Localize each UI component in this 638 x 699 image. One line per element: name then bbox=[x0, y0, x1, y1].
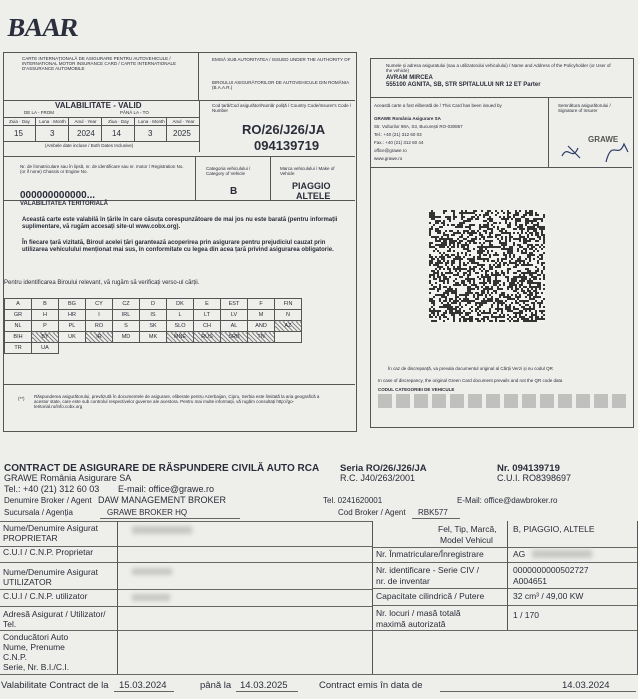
country-cell: M bbox=[248, 310, 275, 321]
box-9-label: Numele și adresa asiguratului (sau a utilizatorului vehiculului) / Name and Address of the Policyholder (or User of the vehicle) bbox=[386, 63, 611, 73]
to-day: 14 bbox=[112, 129, 121, 138]
vin-value: 0000000000502727 bbox=[513, 565, 589, 575]
branch-name: GRAWE BROKER HQ bbox=[107, 508, 188, 517]
country-cell: A bbox=[5, 299, 32, 310]
card-number-series: RO/26/J26/JA bbox=[242, 122, 326, 137]
user-label-1: Nume/Denumire Asigurat bbox=[3, 567, 98, 577]
country-cell bbox=[248, 343, 275, 354]
country-cell: CZ bbox=[113, 299, 140, 310]
insurer-tel: Tel.: +40 (21) 312 60 03 bbox=[4, 484, 100, 494]
date-header-cell: Luna · Month bbox=[39, 119, 66, 124]
user-cnp-label: C.U.I / C.N.P. utilizator bbox=[3, 591, 88, 601]
country-cell: EST bbox=[221, 299, 248, 310]
insurer-cui: C.U.I. RO8398697 bbox=[497, 473, 572, 483]
validity-to-label: PÂNĂ LA - TO bbox=[120, 110, 149, 115]
from-day: 15 bbox=[14, 129, 23, 138]
owner-label-1: Nume/Denumire Asigurat bbox=[3, 523, 98, 533]
country-cell: FIN bbox=[275, 299, 302, 310]
grawe-logo: GRAWE bbox=[588, 135, 619, 144]
country-cell: AND bbox=[248, 321, 275, 332]
date-header-cell: Zuia · Day bbox=[9, 119, 30, 124]
country-row bbox=[5, 343, 302, 354]
date-header-cell: Anul · Year bbox=[74, 119, 97, 124]
card-number: 094139719 bbox=[254, 138, 320, 153]
seats-value: 1 / 170 bbox=[513, 610, 539, 620]
registration-value: AG bbox=[513, 549, 526, 559]
issued-date: 14.03.2024 bbox=[562, 680, 610, 691]
registration-plate: 000000000000... bbox=[20, 190, 96, 201]
country-cell bbox=[275, 343, 302, 354]
vehicle-category: B bbox=[230, 186, 238, 197]
country-cell bbox=[275, 332, 302, 343]
country-cell: L bbox=[167, 310, 194, 321]
country-cell bbox=[59, 343, 86, 354]
address-label-1: Adresă Asigurat / Utilizator/ bbox=[3, 609, 106, 619]
country-cell: IS bbox=[140, 310, 167, 321]
insurer-rc: R.C. J40/263/2001 bbox=[340, 473, 416, 483]
validity-title: VALABILITATE - VALID bbox=[55, 101, 142, 110]
country-cell: TN bbox=[248, 332, 275, 343]
box-2-baar: BIROULUI ASIGURĂTORILOR DE AUTOVEHICULE DIN ROMÂNIA (B.A.A.R.) bbox=[212, 80, 349, 90]
redacted-field bbox=[532, 550, 592, 558]
country-cell: IRL bbox=[113, 310, 140, 321]
issuer-email: office@grawe.ro bbox=[374, 148, 407, 153]
broker-code: RBK577 bbox=[418, 508, 448, 517]
country-cell: AZ bbox=[275, 321, 302, 332]
country-cell: MNE bbox=[167, 332, 194, 343]
country-cell: CY bbox=[86, 299, 113, 310]
country-cell bbox=[113, 343, 140, 354]
qr-note-1: În caz de discrepanță, va prevala documentul original al Cărții Verzi și nu codul QR bbox=[388, 366, 553, 371]
footnote: Răspunderea asigurătorului, prevăzută în documentele de asigurare, eliberate pentru Azerbaijan, Cipru, Serbia este limitată la aria geografică a acestor state, care este sub controlul respectivelor guverne ale acestora. Pentru mai multe informații, vă rugăm consultați http://go-teritorial.ro/info.cobx.org bbox=[34, 394, 320, 409]
insurer-name: GRAWE România Asigurare SA bbox=[4, 473, 132, 483]
both-dates-note: (Ambele date incluse / Both Dates Inclusive) bbox=[45, 143, 134, 148]
country-cell: E bbox=[194, 299, 221, 310]
country-cell: S bbox=[113, 321, 140, 332]
country-cell: LT bbox=[194, 310, 221, 321]
contract-number: Nr. 094139719 bbox=[497, 463, 560, 474]
box-2-issued-under: EMISĂ SUB AUTORITATEA / ISSUED UNDER THE AUTHORITY OF bbox=[212, 57, 351, 62]
vehicle-type: B, PIAGGIO, ALTELE bbox=[513, 524, 595, 534]
date-header-cell: Ziua · Day bbox=[108, 119, 129, 124]
box-11-label: Semnătura asigurătorului / Signature of Insurer bbox=[558, 103, 611, 113]
country-cell bbox=[221, 343, 248, 354]
vin-label-2: nr. de inventar bbox=[376, 576, 430, 586]
country-cell: AL bbox=[221, 321, 248, 332]
drivers-label-2: Nume, Prenume bbox=[3, 642, 65, 652]
issuer-name: GRAWE România Asigurare SA bbox=[374, 116, 441, 121]
user-label-2: UTILIZATOR bbox=[3, 577, 52, 587]
box-6-label: Categoria vehiculului / Category of Vehicle bbox=[206, 166, 251, 176]
to-month: 3 bbox=[148, 129, 153, 138]
valid-from: 15.03.2024 bbox=[119, 680, 167, 691]
country-cell bbox=[194, 343, 221, 354]
vehicle-type-label-1: Fel, Tip, Marcă, bbox=[438, 524, 497, 534]
country-cell: GR bbox=[5, 310, 32, 321]
broker-email: E-Mail: office@dawbroker.ro bbox=[457, 496, 558, 505]
branch-label: Sucursala / Agenția bbox=[4, 508, 73, 517]
category-codes-line bbox=[378, 394, 628, 408]
broker-label: Denumire Broker / Agent bbox=[4, 496, 92, 505]
date-header-cell: Luna · Month bbox=[138, 119, 165, 124]
box-7-label: Marca vehiculului / Make of Vehicle bbox=[280, 166, 335, 176]
country-row bbox=[5, 310, 302, 321]
country-cell: UA bbox=[32, 343, 59, 354]
inventory-value: A004651 bbox=[513, 576, 548, 586]
country-grid bbox=[4, 298, 302, 354]
issuer-web: www.grawe.ro bbox=[374, 156, 403, 161]
address-label-2: Tel. bbox=[3, 619, 17, 629]
country-cell: B bbox=[32, 299, 59, 310]
drivers-label-1: Conducători Auto bbox=[3, 632, 69, 642]
holder-address: 555100 AGNITA, SB, STR SPITALULUI NR 12 ET Parter bbox=[386, 82, 541, 88]
country-cell bbox=[140, 343, 167, 354]
country-cell: SK bbox=[140, 321, 167, 332]
country-cell: N bbox=[275, 310, 302, 321]
bureau-note: Pentru identificarea Biroului relevant, vă rugăm să verificați verso-ul cărții. bbox=[4, 280, 200, 286]
box-1-card-title: CARTE INTERNAȚIONALĂ DE ASIGURARE PENTRU AUTOVEHICULE / INTERNATIONAL MOTOR INSURANCE CARD / CARTE INTERNATIONALE D'ASSURANCE AUTOMOBILE bbox=[22, 56, 177, 71]
country-cell: HR bbox=[59, 310, 86, 321]
validity-text-1: Această carte este valabilă în țările în care căsuța corespunzătoare de mai jos nu este barată (pentru informații suplimentare, vă rugăm accesați site-ul www.cobx.org). bbox=[22, 217, 338, 230]
seats-label-2: maximă autorizată bbox=[376, 619, 446, 629]
broker-code-label: Cod Broker / Agent bbox=[338, 508, 406, 517]
country-cell: IR bbox=[86, 332, 113, 343]
country-cell: F bbox=[248, 299, 275, 310]
country-cell: UK bbox=[59, 332, 86, 343]
validity-text-2: În fiecare țară vizitată, Biroul acelei țări garantează acoperirea prin asigurare pentru prejudiciul cauzat prin utilizarea vehiculului menționat mai sus, în conformitate cu legea din acea țară privind asigurarea obligatorie. bbox=[22, 240, 334, 253]
box-4-label: Cod țară/Cod asigurător/Număr poliță / Country Code/Insurer's Code / Number bbox=[212, 103, 352, 113]
country-cell: BIH bbox=[5, 332, 32, 343]
from-month: 3 bbox=[50, 129, 55, 138]
country-cell: I bbox=[86, 310, 113, 321]
country-row bbox=[5, 321, 302, 332]
country-cell: MD bbox=[113, 332, 140, 343]
vehicle-type-label-2: Model Vehicul bbox=[440, 535, 493, 545]
registration-label: Nr. Înmatriculare/Înregistrare bbox=[376, 549, 484, 559]
issuer-fax: Fax.: +40 (21) 312 60 44 bbox=[374, 140, 424, 145]
capacity-value: 32 cm³ / 49,00 KW bbox=[513, 591, 584, 601]
box-10-label: Această carte a fost eliberată de / This Card has been issued by bbox=[374, 103, 502, 108]
country-cell: SRB bbox=[221, 332, 248, 343]
contract-title: CONTRACT DE ASIGURARE DE RĂSPUNDERE CIVILĂ AUTO RCA bbox=[4, 463, 320, 474]
seats-label-1: Nr. locuri / masă totală bbox=[376, 608, 461, 618]
insurer-email: E-mail: office@grawe.ro bbox=[118, 484, 215, 494]
date-header-cell: Anul · Year bbox=[172, 119, 195, 124]
country-cell: NL bbox=[5, 321, 32, 332]
owner-label-2: PROPRIETAR bbox=[3, 533, 58, 543]
country-cell: TR bbox=[5, 343, 32, 354]
qr-note-2: In case of discrepancy, the original Green Card document prevails and not the QR code data bbox=[378, 378, 563, 383]
validity-from-label: DE LA - FROM bbox=[24, 110, 55, 115]
owner-cnp-label: C.U.I / C.N.P. Proprietar bbox=[3, 547, 94, 557]
country-cell: MK bbox=[140, 332, 167, 343]
country-cell: H bbox=[32, 310, 59, 321]
baar-logo: BAAR bbox=[6, 13, 80, 42]
validity-label: Valabilitate Contract de la bbox=[1, 680, 109, 691]
capacity-label: Capacitate cilindrică / Putere bbox=[376, 591, 485, 601]
country-cell: BY bbox=[32, 332, 59, 343]
country-row bbox=[5, 332, 302, 343]
country-cell bbox=[86, 343, 113, 354]
from-year: 2024 bbox=[77, 129, 95, 138]
country-cell: RO bbox=[86, 321, 113, 332]
country-cell: P bbox=[32, 321, 59, 332]
vehicle-category-codes: CODUL CATEGORIEI DE VEHICULE bbox=[378, 387, 455, 392]
country-cell: PL bbox=[59, 321, 86, 332]
country-cell: CH bbox=[194, 321, 221, 332]
country-cell: LV bbox=[221, 310, 248, 321]
signature-icon bbox=[558, 132, 634, 166]
issuer-address: Str. Vulturilor 98A, S3, București RO-030857 bbox=[374, 124, 463, 129]
valid-to: 14.03.2025 bbox=[240, 680, 288, 691]
contract-series: Seria RO/26/J26/JA bbox=[340, 463, 427, 474]
redacted-field bbox=[132, 594, 170, 601]
box-5-label: Nr. de înmatriculare sau în lipsă, nr. de identificare sau nr. motor / Registration No. (or if none) Chassis or Engine No. bbox=[20, 164, 184, 174]
country-row bbox=[5, 299, 302, 310]
country-cell: D bbox=[140, 299, 167, 310]
redacted-field bbox=[132, 526, 192, 534]
vehicle-make-1: PIAGGIO bbox=[292, 181, 331, 191]
qr-code-icon bbox=[429, 210, 545, 322]
country-cell bbox=[167, 343, 194, 354]
footnote-marker: (**) bbox=[18, 396, 25, 401]
drivers-label-3: C.N.P. bbox=[3, 652, 27, 662]
broker-tel: Tel. 0241620001 bbox=[323, 496, 383, 505]
country-cell: DK bbox=[167, 299, 194, 310]
vin-label-1: Nr. identificare - Serie CIV / bbox=[376, 565, 479, 575]
issued-label: Contract emis în data de bbox=[319, 680, 423, 691]
country-cell: SLO bbox=[167, 321, 194, 332]
drivers-label-4: Serie, Nr. B.I./C.I. bbox=[3, 662, 70, 672]
issuer-tel: Tel.: +40 (21) 312 60 03 bbox=[374, 132, 422, 137]
territorial-validity-title: VALABILITATEA TERITORIALĂ bbox=[20, 201, 108, 207]
valid-to-label: până la bbox=[200, 680, 232, 691]
redacted-field bbox=[132, 568, 172, 575]
holder-name: AVRAM MIRCEA bbox=[386, 75, 433, 81]
country-cell: BG bbox=[59, 299, 86, 310]
to-year: 2025 bbox=[173, 129, 191, 138]
broker-name: DAW MANAGEMENT BROKER bbox=[98, 495, 227, 505]
vehicle-make-2: ALTELE bbox=[296, 191, 331, 201]
country-cell: RUS bbox=[194, 332, 221, 343]
